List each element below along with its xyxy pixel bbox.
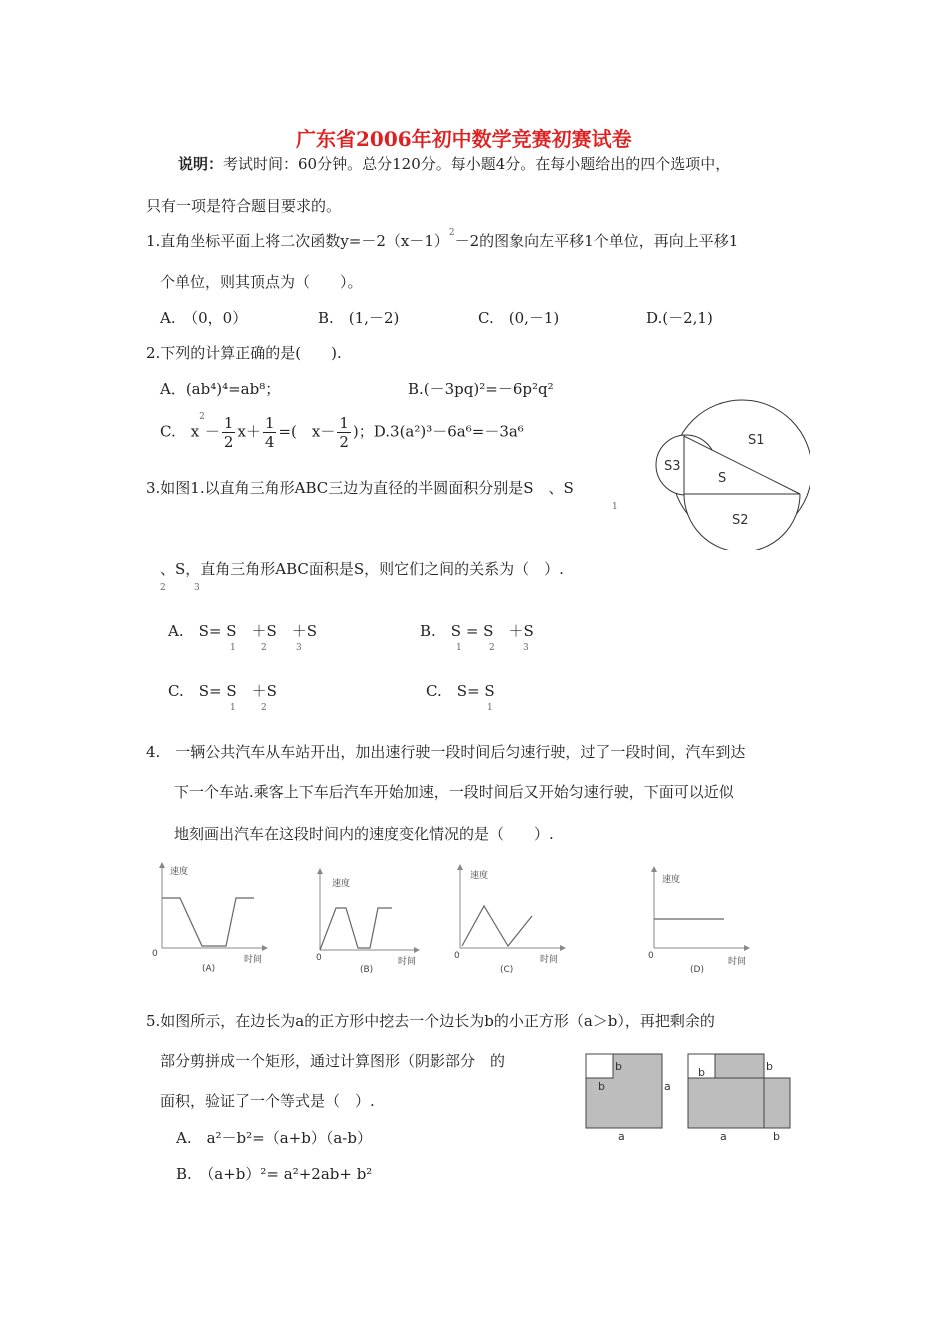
q5-line-2: 部分剪拼成一个矩形，通过计算图形（阴影部分 的 — [160, 1052, 506, 1070]
svg-text:0: 0 — [648, 951, 654, 961]
label-s1: S1 — [748, 433, 765, 448]
svg-text:b: b — [766, 1060, 773, 1073]
q3-option-b: B. S = S ＋S — [420, 622, 534, 640]
svg-text:b: b — [773, 1130, 780, 1143]
svg-text:时间: 时间 — [244, 955, 263, 965]
q1-option-d: D.(－2,1) — [646, 309, 713, 327]
q1-line-2: 个单位，则其顶点为（ ）。 — [160, 273, 363, 291]
svg-text:(B): (B) — [360, 965, 374, 975]
label-s2: S2 — [732, 513, 749, 528]
intro-line-2: 只有一项是符合题目要求的。 — [146, 197, 342, 215]
graph-a — [150, 858, 280, 978]
svg-text:a: a — [618, 1130, 625, 1143]
q5-option-b: B. （a+b）²= a²+2ab+ b² — [176, 1165, 373, 1183]
q3-option-a: A. S= S ＋S ＋S — [168, 622, 318, 640]
q3-line-1: 3.如图1.以直角三角形ABC三边为直径的半圆面积分别是S 、S — [146, 479, 574, 497]
svg-text:0: 0 — [152, 949, 158, 959]
q5-option-a: A. a²－b²=（a+b）（a-b） — [176, 1129, 372, 1147]
svg-text:速度: 速度 — [470, 871, 489, 881]
q2-option-c: C. $x^2-$ $\frac{1}{2}$ x＋ $\frac{1}{4}$ =( x－ $\frac{1}{2}$ )；D.3(a²)³－6a⁶=－3a⁶ — [160, 412, 524, 451]
q1-option-b: B. (1,－2) — [318, 309, 400, 327]
q3-line-2: 、S，直角三角形ABC面积是S，则它们之间的关系为（ ）. — [160, 560, 564, 578]
label-s3: S3 — [664, 459, 681, 474]
svg-text:b: b — [598, 1080, 605, 1093]
label-s: S — [718, 471, 727, 486]
q5-figure — [580, 1048, 810, 1148]
q1-option-a: A. （0，0） — [160, 309, 248, 327]
fraction-quarter: $\frac{1}{4}$ — [264, 414, 275, 451]
svg-text:b: b — [698, 1066, 705, 1079]
graph-d — [640, 866, 760, 978]
svg-text:时间: 时间 — [398, 957, 417, 967]
svg-text:速度: 速度 — [332, 879, 351, 889]
q4-line-2: 下一个车站.乘客上下车后汽车开始加速，一段时间后又开始匀速行驶，下面可以近似 — [174, 783, 734, 801]
page-title: 广东省2006年初中数学竞赛初赛试卷 — [296, 127, 632, 151]
svg-text:速度: 速度 — [170, 867, 189, 877]
svg-text:0: 0 — [316, 953, 322, 963]
graph-c — [448, 862, 578, 978]
svg-text:时间: 时间 — [728, 957, 747, 967]
svg-text:a: a — [720, 1130, 727, 1143]
q5-line-3: 面积，验证了一个等式是（ ）. — [160, 1092, 375, 1110]
q4-line-1: 4. 一辆公共汽车从车站开出，加出速行驶一段时间后匀速行驶，过了一段时间，汽车到达 — [146, 743, 746, 761]
q3-option-d: C. S= S — [426, 682, 495, 700]
q3-figure — [650, 398, 810, 550]
svg-text:b: b — [615, 1060, 622, 1073]
intro-label: 说明： — [178, 155, 224, 173]
svg-text:(C): (C) — [500, 965, 514, 975]
svg-text:a: a — [664, 1080, 671, 1093]
q1-option-c: C. (0,－1) — [478, 309, 560, 327]
q3-sub-1: 1 — [612, 502, 618, 512]
fraction-half: $\frac{1}{2}$ — [223, 414, 234, 451]
q2-option-a: A．(ab⁴)⁴=ab⁸； — [160, 380, 281, 398]
svg-text:时间: 时间 — [540, 955, 559, 965]
q3-sub-2: 2 — [160, 583, 166, 593]
svg-text:速度: 速度 — [662, 875, 681, 885]
intro-line-1: 说明：考试时间：60分钟。总分120分。每小题4分。在每小题给出的四个选项中， — [178, 155, 731, 173]
q3-option-c: C. S= S ＋S — [168, 682, 277, 700]
q1-line-1: 1.直角坐标平面上将二次函数$y=-2(x-1)^2-2$的图象向左平移1个单位，再向上平移1 — [146, 228, 739, 250]
q2-stem: 2.下列的计算正确的是( ). — [146, 344, 342, 362]
q5-line-1: 5.如图所示，在边长为a的正方形中挖去一个边长为b的小正方形（a＞b），再把剩余的 — [146, 1012, 715, 1030]
svg-text:0: 0 — [454, 951, 460, 961]
q4-line-3: 地刻画出汽车在这段时间内的速度变化情况的是（ ）. — [174, 825, 554, 843]
graph-b — [306, 868, 426, 980]
svg-text:(A): (A) — [202, 964, 216, 974]
q2-option-b: B.(－3pq)²=－6p²q² — [408, 380, 554, 398]
q3-sub-3: 3 — [194, 583, 200, 593]
svg-text:(D): (D) — [690, 965, 704, 975]
fraction-half-2: $\frac{1}{2}$ — [339, 414, 349, 451]
